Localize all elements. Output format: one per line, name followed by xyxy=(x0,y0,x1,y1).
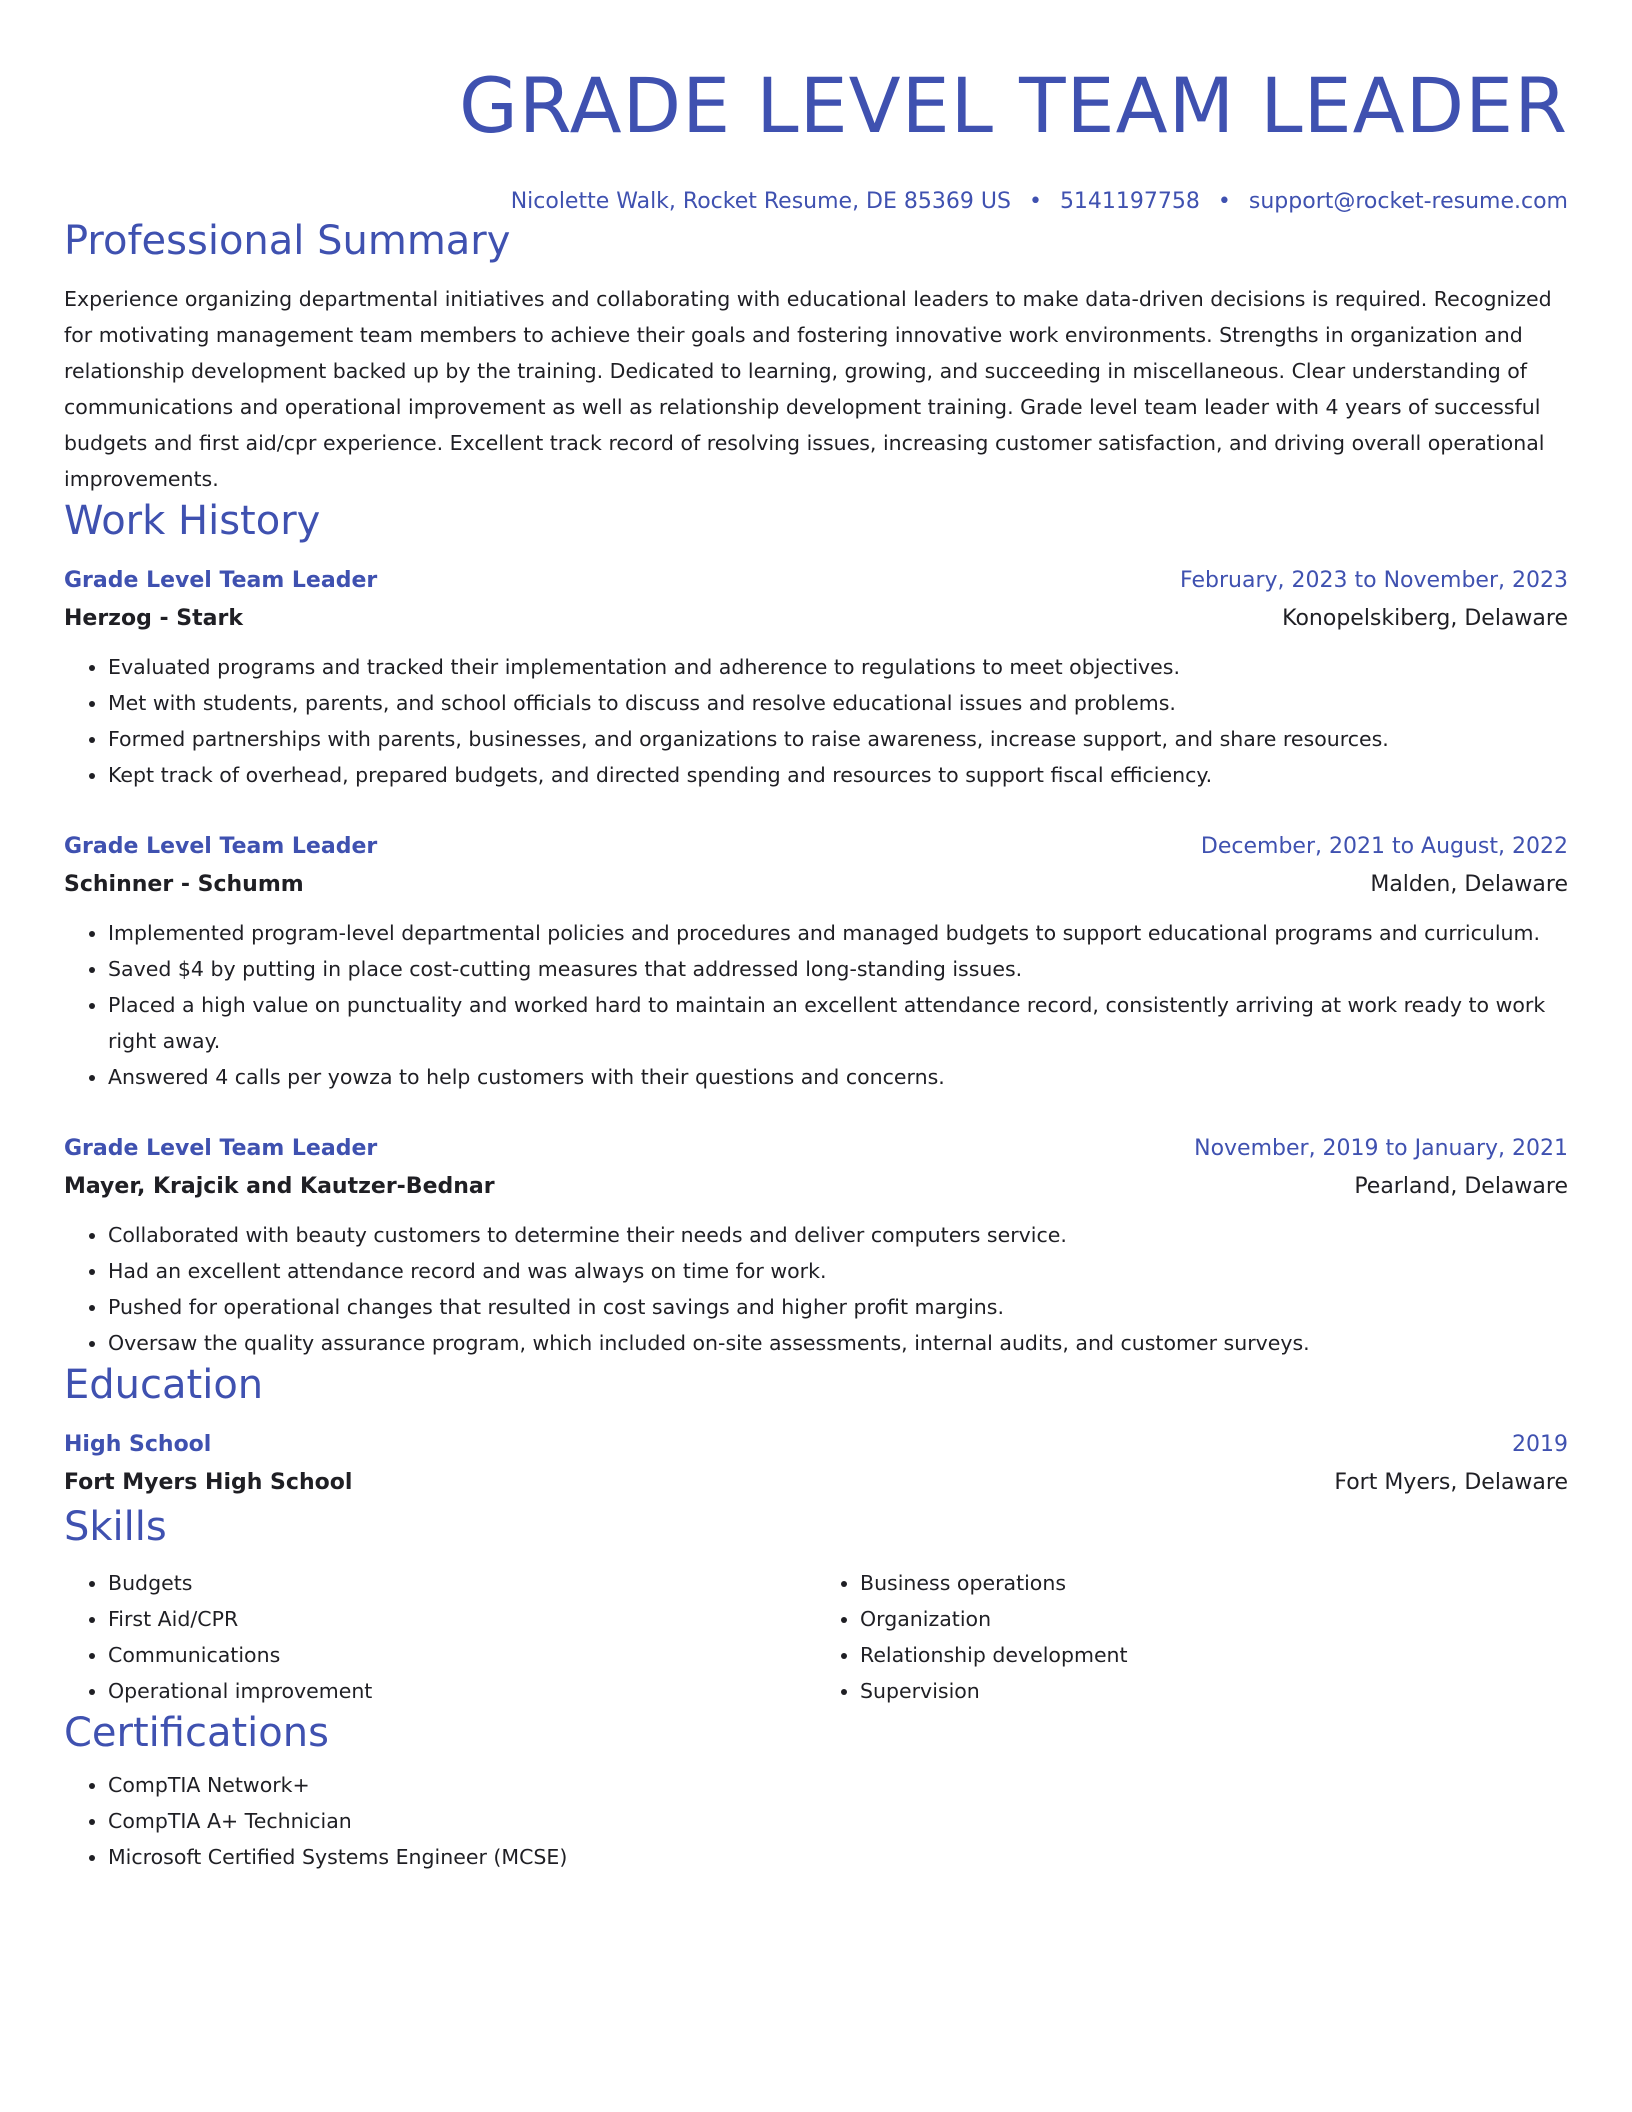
education-location: Fort Myers, Delaware xyxy=(1334,1470,1568,1495)
contact-separator: • xyxy=(1217,189,1231,214)
job-company: Mayer, Krajcik and Kautzer-Bednar xyxy=(64,1174,495,1199)
summary-heading: Professional Summary xyxy=(64,218,511,264)
job-entry xyxy=(64,1131,1568,1361)
skill-item: • Organization xyxy=(860,1601,1568,1637)
education-degree: High School xyxy=(64,1432,212,1457)
job-company: Herzog - Stark xyxy=(64,606,243,631)
job-bullet: • Collaborated with beauty customers to determine their needs and deliver computers service. xyxy=(108,1217,1568,1253)
contact-address: Nicolette Walk, Rocket Resume, DE 85369 US xyxy=(510,189,1011,214)
skill-item: • Business operations xyxy=(860,1565,1568,1601)
job-dates: November, 2019 to January, 2021 xyxy=(1194,1136,1568,1161)
contact-separator: • xyxy=(1028,189,1042,214)
job-bullet: • Formed partnerships with parents, businesses, and organizations to raise awareness, increase support, and share resources. xyxy=(108,721,1568,757)
job-company-row xyxy=(64,1167,1568,1207)
skill-item: • Operational improvement xyxy=(108,1673,816,1709)
work-history-heading: Work History xyxy=(64,498,321,544)
job-header-row xyxy=(64,563,1568,599)
certifications-heading: Certifications xyxy=(64,1710,329,1756)
job-location: Konopelskiberg, Delaware xyxy=(1282,606,1568,631)
resume-title: GRADE LEVEL TEAM LEADER xyxy=(458,61,1568,150)
job-dates: December, 2021 to August, 2022 xyxy=(1200,834,1568,859)
job-bullet: • Had an excellent attendance record and was always on time for work. xyxy=(108,1253,1568,1289)
skill-item: • Communications xyxy=(108,1637,816,1673)
job-entry xyxy=(64,563,1568,793)
job-company: Schinner - Schumm xyxy=(64,872,304,897)
job-title: Grade Level Team Leader xyxy=(64,568,378,593)
education-heading: Education xyxy=(64,1362,264,1408)
job-header-row xyxy=(64,829,1568,865)
skills-heading: Skills xyxy=(64,1504,167,1550)
job-bullet: • Pushed for operational changes that resulted in cost savings and higher profit margins. xyxy=(108,1289,1568,1325)
education-entry xyxy=(64,1427,1568,1503)
certification-item: • CompTIA A+ Technician xyxy=(108,1803,1568,1839)
job-entry xyxy=(64,829,1568,1095)
job-bullet: • Answered 4 calls per yowza to help customers with their questions and concerns. xyxy=(108,1059,1568,1095)
skill-item: • Budgets xyxy=(108,1565,816,1601)
education-school: Fort Myers High School xyxy=(64,1470,353,1495)
education-header-row xyxy=(64,1427,1568,1463)
skill-item: • Relationship development xyxy=(860,1637,1568,1673)
certification-item: • Microsoft Certified Systems Engineer (MCSE) xyxy=(108,1839,1568,1875)
job-bullet: • Oversaw the quality assurance program, which included on-site assessments, internal audits, and customer surveys. xyxy=(108,1325,1568,1361)
job-bullet: • Met with students, parents, and school officials to discuss and resolve educational issues and problems. xyxy=(108,685,1568,721)
job-bullet: • Saved $4 by putting in place cost-cutting measures that addressed long-standing issues. xyxy=(108,951,1568,987)
contact-line xyxy=(64,187,1568,217)
job-title: Grade Level Team Leader xyxy=(64,834,378,859)
job-bullets xyxy=(64,915,1568,1095)
skills-column-right xyxy=(816,1565,1568,1709)
skill-item: • Supervision xyxy=(860,1673,1568,1709)
job-bullet: • Evaluated programs and tracked their implementation and adherence to regulations to meet objectives. xyxy=(108,649,1568,685)
resume-header xyxy=(64,0,1568,217)
job-company-row xyxy=(64,865,1568,905)
job-company-row xyxy=(64,599,1568,639)
job-bullets xyxy=(64,1217,1568,1361)
job-location: Pearland, Delaware xyxy=(1354,1174,1568,1199)
certifications-list xyxy=(64,1767,1568,1875)
job-title: Grade Level Team Leader xyxy=(64,1136,378,1161)
skills-column-left xyxy=(64,1565,816,1709)
skills-grid xyxy=(64,1565,1568,1709)
education-year: 2019 xyxy=(1512,1432,1568,1457)
job-location: Malden, Delaware xyxy=(1370,872,1568,897)
certification-item: • CompTIA Network+ xyxy=(108,1767,1568,1803)
job-bullets xyxy=(64,649,1568,793)
education-school-row xyxy=(64,1463,1568,1503)
contact-phone: 5141197758 xyxy=(1059,189,1200,214)
job-dates: February, 2023 to November, 2023 xyxy=(1180,568,1568,593)
summary-text: Experience organizing departmental initiatives and collaborating with educational leaders to make data-driven decisions is required. Recognized for motivating management team members to achieve their goals and fostering innovative work environments. Strengths in organization and relationship development backed up by the training. Dedicated to learning, growing, and succeeding in miscellaneous. Clear understanding of communications and operational improvement as well as relationship development training. Grade level team leader with 4 years of successful budgets and first aid/cpr experience. Excellent track record of resolving issues, increasing customer satisfaction, and driving overall operational improvements. xyxy=(64,287,1552,491)
job-bullet: • Kept track of overhead, prepared budgets, and directed spending and resources to support fiscal efficiency. xyxy=(108,757,1568,793)
job-bullet: • Implemented program-level departmental policies and procedures and managed budgets to support educational programs and curriculum. xyxy=(108,915,1568,951)
job-header-row xyxy=(64,1131,1568,1167)
contact-email: support@rocket-resume.com xyxy=(1248,189,1568,214)
skill-item: • First Aid/CPR xyxy=(108,1601,816,1637)
job-bullet: • Placed a high value on punctuality and worked hard to maintain an excellent attendance record, consistently arriving at work ready to work right away. xyxy=(108,987,1568,1059)
